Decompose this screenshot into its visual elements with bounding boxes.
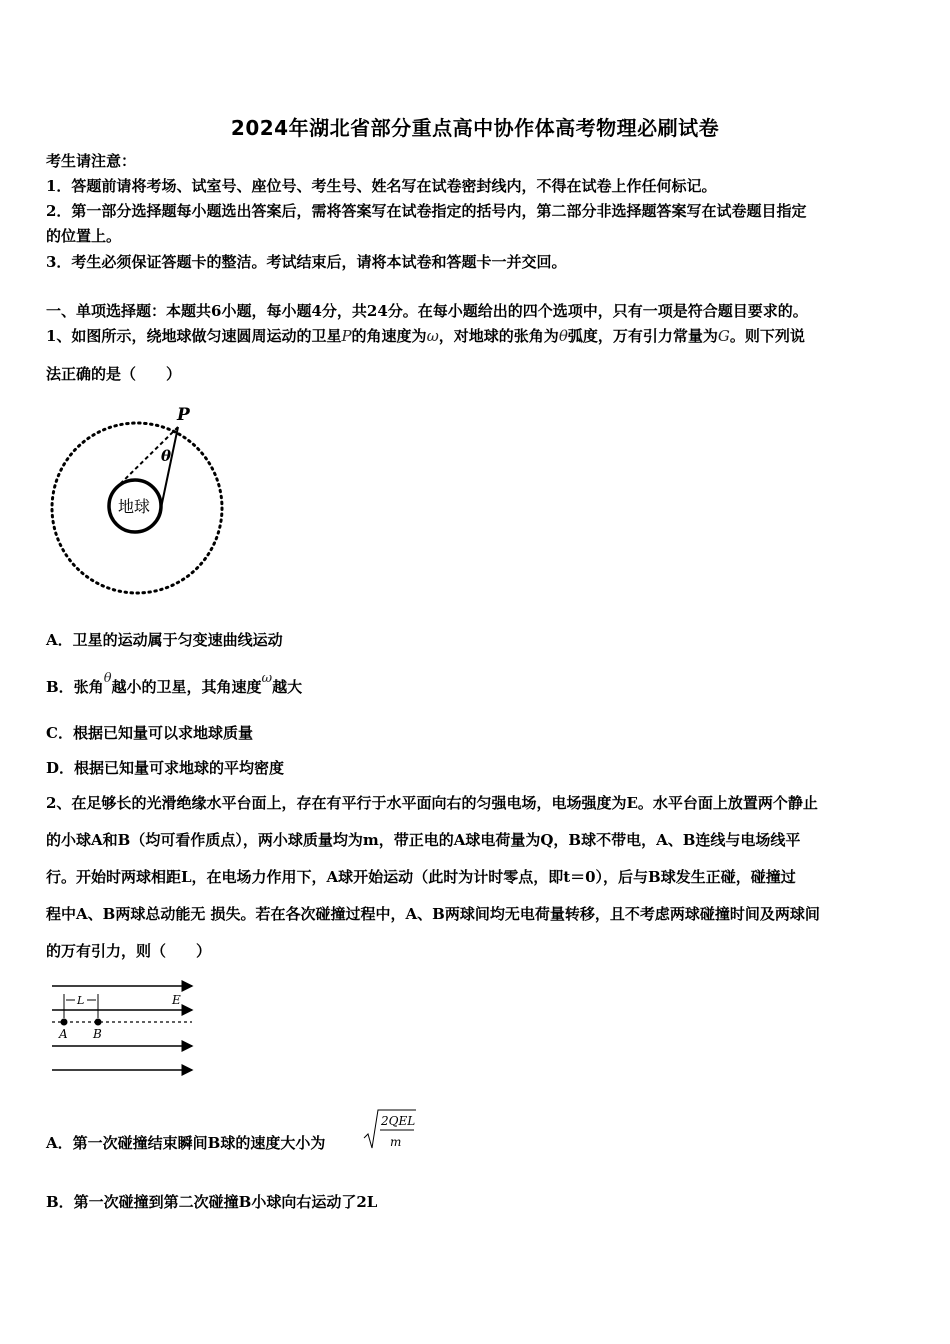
q2-option-b: B．第一次碰撞到第二次碰撞B小球向右运动了2L	[46, 1193, 378, 1211]
q1-option-b	[46, 671, 303, 699]
q2-figure	[44, 976, 204, 1080]
q1-text-3: ，对地球的张角为	[438, 327, 559, 345]
q2-stem-line5: 的万有引力，则（ ）	[46, 942, 212, 960]
q2-option-a	[46, 1133, 325, 1153]
q1-option-b-theta: θ	[103, 671, 112, 686]
q1-text-2: 的角速度为	[351, 327, 427, 345]
q1-sym-omega: ω	[426, 327, 439, 345]
notice-item-2: 2．第一部分选择题每小题选出答案后，需将答案写在试卷指定的括号内，第二部分非选择题答案写在试卷题目指定	[46, 202, 807, 220]
fraction-denominator: m	[390, 1135, 402, 1149]
q2-stem-line1: 2、在足够长的光滑绝缘水平台面上，存在有平行于水平面向右的匀强电场，电场强度为E。水平台面上放置两个静止	[46, 794, 818, 812]
label-p: P	[177, 405, 190, 425]
ball-b	[95, 1019, 102, 1026]
label-theta: θ	[161, 447, 172, 465]
q1-text-1: 1、如图所示，绕地球做匀速圆周运动的卫星	[46, 327, 342, 345]
page-title: 2024年湖北省部分重点高中协作体高考物理必刷试卷	[230, 116, 720, 140]
fraction-numerator: 2QEL	[381, 1114, 416, 1128]
label-e: E	[172, 993, 181, 1007]
label-earth: 地球	[118, 497, 151, 516]
q1-option-a: A．卫星的运动属于匀变速曲线运动	[46, 631, 283, 649]
q1-option-b-text-2: 越小的卫星，其角速度	[111, 678, 262, 696]
notice-item-1: 1．答题前请将考场、试室号、座位号、考生号、姓名写在试卷密封线内，不得在试卷上作任何标记。	[46, 177, 717, 195]
q1-stem-line2: 法正确的是（ ）	[46, 365, 182, 383]
sqrt-formula	[360, 1108, 420, 1154]
q2-option-a-text: A．第一次碰撞结束瞬间B球的速度大小为	[46, 1134, 326, 1152]
q1-text-4: 弧度，万有引力常量为	[567, 327, 718, 345]
q2-stem-line3: 行。开始时两球相距L，在电场力作用下，A球开始运动（此时为计时零点，即t＝0），后与B球发生正碰，碰撞过	[46, 868, 796, 886]
q1-option-c: C．根据已知量可以求地球质量	[46, 724, 253, 742]
notice-heading: 考生请注意：	[46, 152, 137, 170]
ball-a	[61, 1019, 68, 1026]
q1-option-b-omega: ω	[261, 671, 273, 686]
section1-heading: 一、单项选择题：本题共6小题，每小题4分，共24分。在每小题给出的四个选项中，只有一项是符合题目要求的。	[46, 302, 808, 320]
notice-item-2-cont: 的位置上。	[46, 227, 122, 245]
tangent-line-right	[161, 427, 178, 508]
q2-stem-line4: 程中A、B两球总动能无 损失。若在各次碰撞过程中，A、B两球间均无电荷量转移，且不考虑两球碰撞时间及两球间	[46, 905, 820, 923]
q1-option-d: D．根据已知量可求地球的平均密度	[46, 759, 285, 777]
label-l: L	[77, 994, 85, 1007]
q1-sym-p: P	[341, 327, 352, 345]
q1-option-b-text-3: 越大	[272, 678, 303, 696]
q1-stem-line1	[46, 326, 805, 346]
q2-stem-line2: 的小球A和B（均可看作质点），两小球质量均为m，带正电的A球电荷量为Q，B球不带电，A、B连线与电场线平	[46, 831, 801, 849]
q1-sym-theta: θ	[558, 327, 568, 345]
q1-figure	[44, 400, 234, 600]
q1-option-b-text-1: B．张角	[46, 678, 104, 696]
q1-text-5: 。则下列说	[729, 327, 805, 345]
q1-sym-g: G	[717, 327, 730, 345]
label-a: A	[59, 1027, 68, 1041]
label-b: B	[93, 1027, 102, 1041]
notice-item-3: 3．考生必须保证答题卡的整洁。考试结束后，请将本试卷和答题卡一并交回。	[46, 253, 567, 271]
